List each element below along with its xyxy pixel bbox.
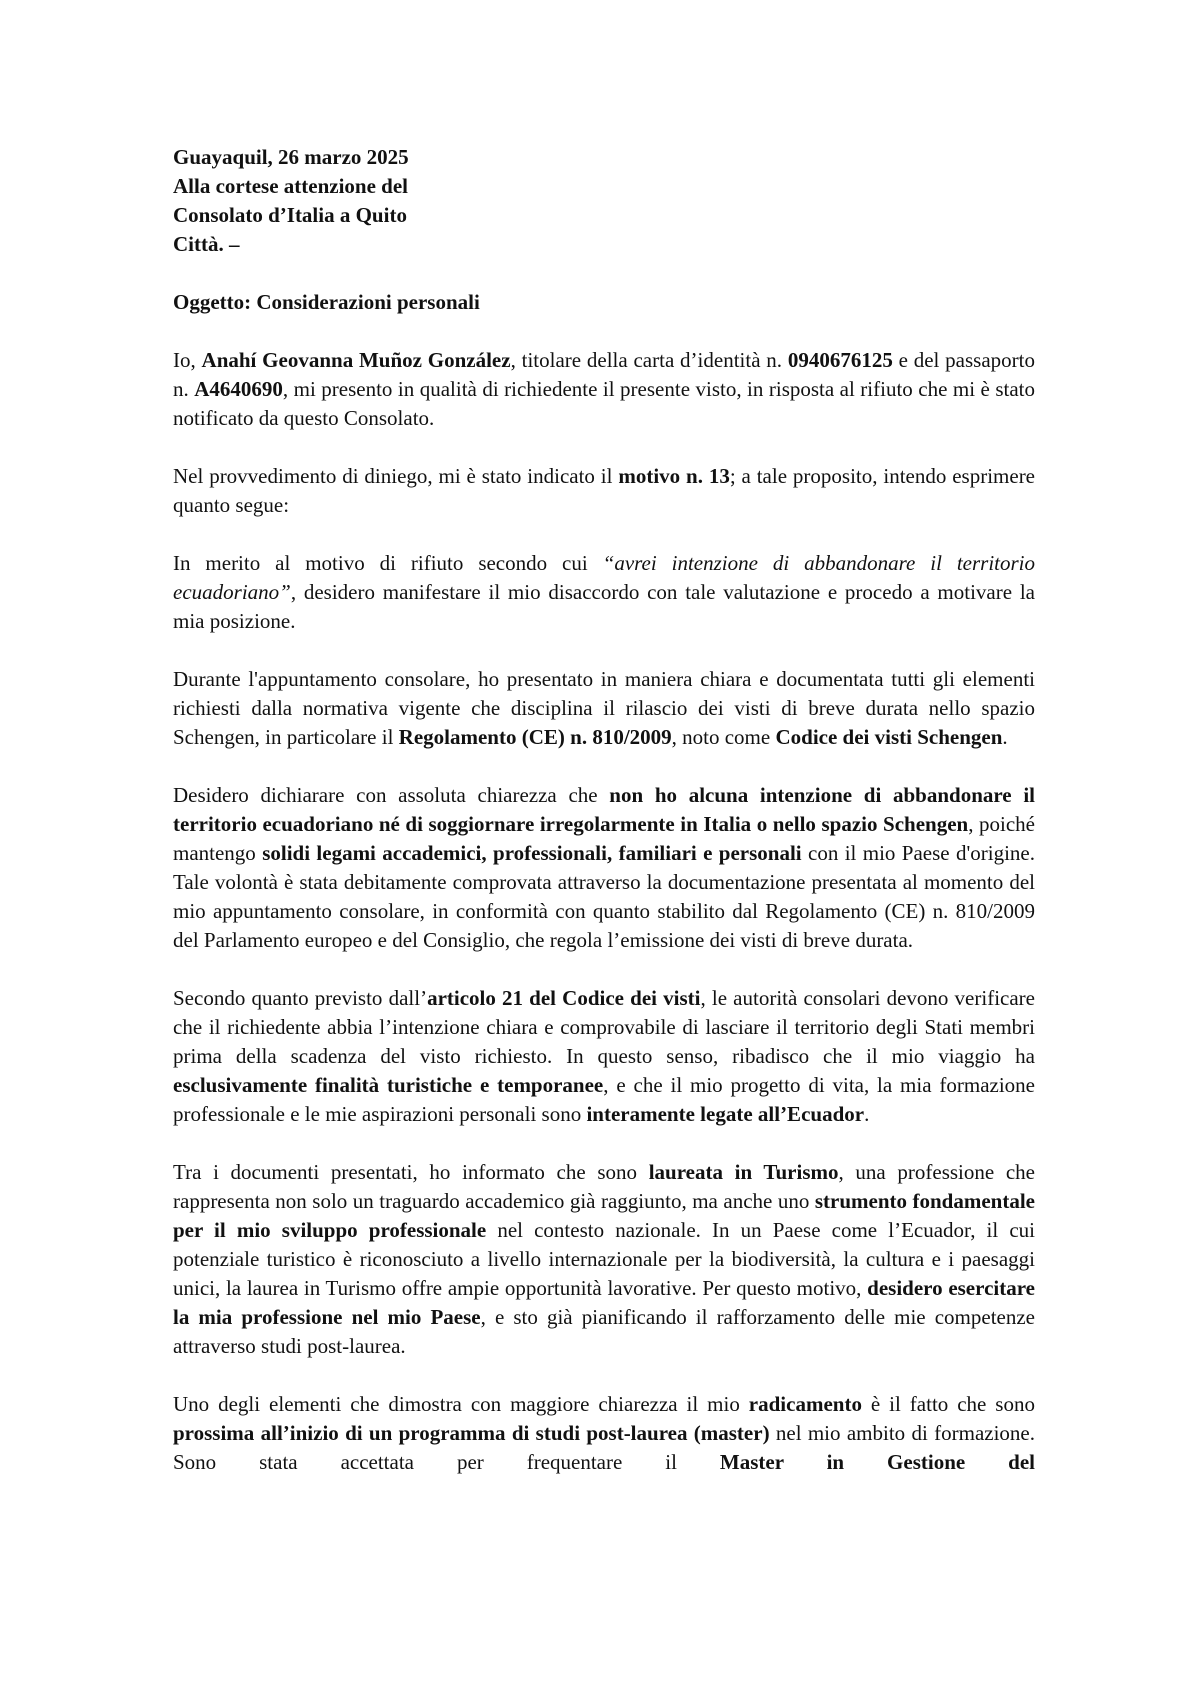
- paragraph-text: Tra i documenti presentati, ho informato che sono: [173, 1160, 649, 1184]
- paragraph-text: e del passaporto n.: [173, 348, 1035, 401]
- paragraph-text: nel contesto nazionale. In un Paese come l’Ecuador, il cui potenziale turistico è riconosciuto a livello internazionale per la biodiversità, la cultura e i paesaggi unici, la laurea in Turismo offre ampie opportunità lavorative. Per questo motivo,: [173, 1218, 1035, 1300]
- paragraph-text: , e sto già pianificando il rafforzamento delle mie competenze attraverso studi post-laurea.: [173, 1305, 1035, 1358]
- recipient-line-3: Città. –: [173, 232, 240, 256]
- bold-text: strumento fondamentale per il mio sviluppo professionale: [173, 1189, 1035, 1242]
- paragraph-degree: [173, 1158, 1035, 1361]
- italic-quote: “avrei intenzione di abbandonare il territorio ecuadoriano”: [173, 551, 1036, 604]
- paragraph-text: Durante l'appuntamento consolare, ho presentato in maniera chiara e documentata tutti gli elementi richiesti dalla normativa vigente che disciplina il rilascio dei visti di breve durata nello spazio Schengen, in particolare il: [173, 667, 1035, 749]
- paragraph-text: .: [1002, 725, 1008, 749]
- bold-text: esclusivamente finalità turistiche e temporanee: [173, 1073, 604, 1097]
- paragraph-text: , e che il mio progetto di vita, la mia formazione professionale e le mie aspirazioni personali sono: [173, 1073, 1035, 1126]
- letter-subject: Oggetto: Considerazioni personali: [173, 290, 480, 314]
- bold-text: desidero esercitare la mia professione nel mio Paese: [173, 1276, 1035, 1329]
- bold-text: non ho alcuna intenzione di abbandonare il territorio ecuadoriano né di soggiornare irregolarmente in Italia o nello spazio Schengen: [173, 783, 1035, 836]
- paragraph-master: [173, 1390, 1035, 1477]
- bold-text: Codice dei visti Schengen: [775, 725, 1003, 749]
- paragraph-text: Nel provvedimento di diniego, mi è stato indicato il: [173, 464, 619, 488]
- paragraph-text: , noto come: [671, 725, 776, 749]
- paragraph-article-21: [173, 984, 1035, 1129]
- place-date: Guayaquil, 26 marzo 2025: [173, 145, 409, 169]
- paragraph-text: Io,: [173, 348, 202, 372]
- paragraph-text: , desidero manifestare il mio disaccordo con tale valutazione e procedo a motivare la mia posizione.: [173, 580, 1035, 633]
- paragraph-text: Desidero dichiarare con assoluta chiarezza che: [173, 783, 610, 807]
- paragraph-disagreement: [173, 549, 1035, 636]
- paragraph-text: ; a tale proposito, intendo esprimere quanto segue:: [173, 464, 1036, 517]
- recipient-line-1: Alla cortese attenzione del: [173, 174, 409, 198]
- paragraph-refusal-reason: [173, 462, 1035, 520]
- letter-page: [173, 143, 1035, 1477]
- paragraph-text: è il fatto che sono: [861, 1392, 1035, 1416]
- bold-text: motivo n. 13: [618, 464, 730, 488]
- paragraph-text: Uno degli elementi che dimostra con maggiore chiarezza il mio: [173, 1392, 749, 1416]
- bold-text: radicamento: [748, 1392, 862, 1416]
- bold-text: Regolamento (CE) n. 810/2009: [398, 725, 672, 749]
- passport-number: A4640690: [194, 377, 283, 401]
- paragraph-text: , una professione che rappresenta non solo un traguardo accademico già raggiunto, ma anche uno: [173, 1160, 1036, 1213]
- paragraph-text: con il mio Paese d'origine. Tale volontà è stata debitamente comprovata attraverso la documentazione presentata al momento del mio appuntamento consolare, in conformità con quanto stabilito dal Regolamento (CE) n. 810/2009 del Parlamento europeo e del Consiglio, che regola l’emissione dei visti di breve durata.: [173, 841, 1036, 952]
- bold-text: articolo 21 del Codice dei visti: [427, 986, 701, 1010]
- applicant-name: Anahí Geovanna Muñoz González: [201, 348, 511, 372]
- paragraph-text: Secondo quanto previsto dall’: [173, 986, 428, 1010]
- bold-text: solidi legami accademici, professionali, familiari e personali: [262, 841, 802, 865]
- id-card-number: 0940676125: [787, 348, 893, 372]
- paragraph-text: .: [864, 1102, 870, 1126]
- bold-text: prossima all’inizio di un programma di studi post-laurea (master): [173, 1421, 770, 1445]
- paragraph-text: , mi presento in qualità di richiedente il presente visto, in risposta al rifiuto che mi è stato notificato da questo Consolato.: [173, 377, 1036, 430]
- paragraph-text: , poiché mantengo: [173, 812, 1035, 865]
- paragraph-text: In merito al motivo di rifiuto secondo cui: [173, 551, 603, 575]
- bold-text: Master in Gestione del: [719, 1450, 1035, 1474]
- bold-text: laureata in Turismo: [648, 1160, 839, 1184]
- paragraph-declaration: [173, 781, 1035, 955]
- paragraph-appointment: [173, 665, 1035, 752]
- bold-text: interamente legate all’Ecuador: [586, 1102, 865, 1126]
- paragraph-text: , titolare della carta d’identità n.: [510, 348, 788, 372]
- letter-header: [173, 143, 1035, 259]
- paragraph-text: , le autorità consolari devono verificare che il richiedente abbia l’intenzione chiara e comprovabile di lasciare il territorio degli Stati membri prima della scadenza del visto richiesto. In questo senso, ribadisco che il mio viaggio ha: [173, 986, 1035, 1068]
- paragraph-identity: [173, 346, 1035, 433]
- paragraph-text: nel mio ambito di formazione. Sono stata accettata per frequentare il: [173, 1421, 1035, 1474]
- recipient-line-2: Consolato d’Italia a Quito: [173, 203, 407, 227]
